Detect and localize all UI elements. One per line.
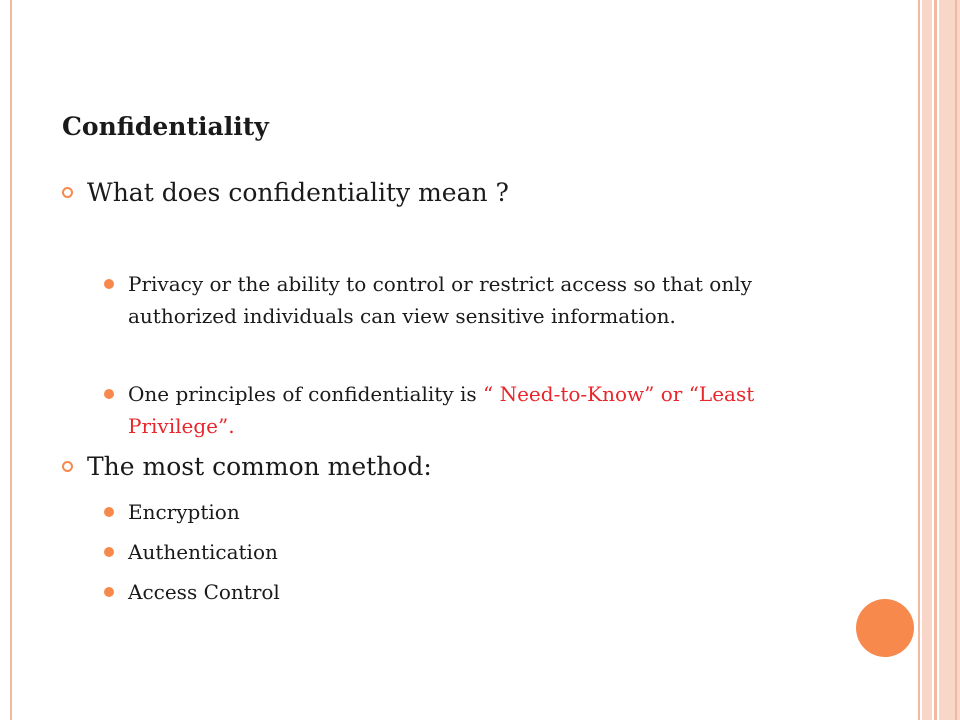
decorative-circle: [856, 599, 914, 657]
ring-bullet-icon: [62, 461, 73, 472]
right-frame-line: [918, 0, 920, 720]
dot-bullet-icon: [104, 279, 114, 289]
dot-bullet-icon: [104, 547, 114, 557]
bullet-level2: [104, 268, 804, 332]
bullet-text: Authentication: [128, 540, 278, 564]
highlighted-text: “ Need-to-Know” or “Least Privilege”.: [128, 382, 755, 438]
bullet-text: Encryption: [128, 500, 240, 524]
bullet-level1: [62, 178, 509, 207]
right-frame-line: [955, 0, 957, 720]
dot-bullet-icon: [104, 389, 114, 399]
bullet-level2: [104, 378, 804, 442]
bullet-text: The most common method:: [87, 452, 432, 481]
bullet-text: Privacy or the ability to control or restrict access so that only authorized individuals can view sensitive information.: [128, 272, 752, 328]
ring-bullet-icon: [62, 187, 73, 198]
bullet-level2: [104, 536, 804, 568]
bullet-text: What does confidentiality mean ?: [87, 178, 509, 207]
right-frame-line: [934, 0, 937, 720]
dot-bullet-icon: [104, 587, 114, 597]
left-frame-line: [10, 0, 12, 720]
dot-bullet-icon: [104, 507, 114, 517]
bullet-text: Access Control: [128, 580, 280, 604]
right-frame-band: [922, 0, 932, 720]
bullet-text-plain: One principles of confidentiality is: [128, 382, 484, 406]
bullet-level2: [104, 496, 804, 528]
slide-title: Confidentiality: [62, 112, 269, 141]
bullet-text: [128, 378, 804, 442]
bullet-level1: [62, 452, 432, 481]
bullet-level2: [104, 576, 804, 608]
